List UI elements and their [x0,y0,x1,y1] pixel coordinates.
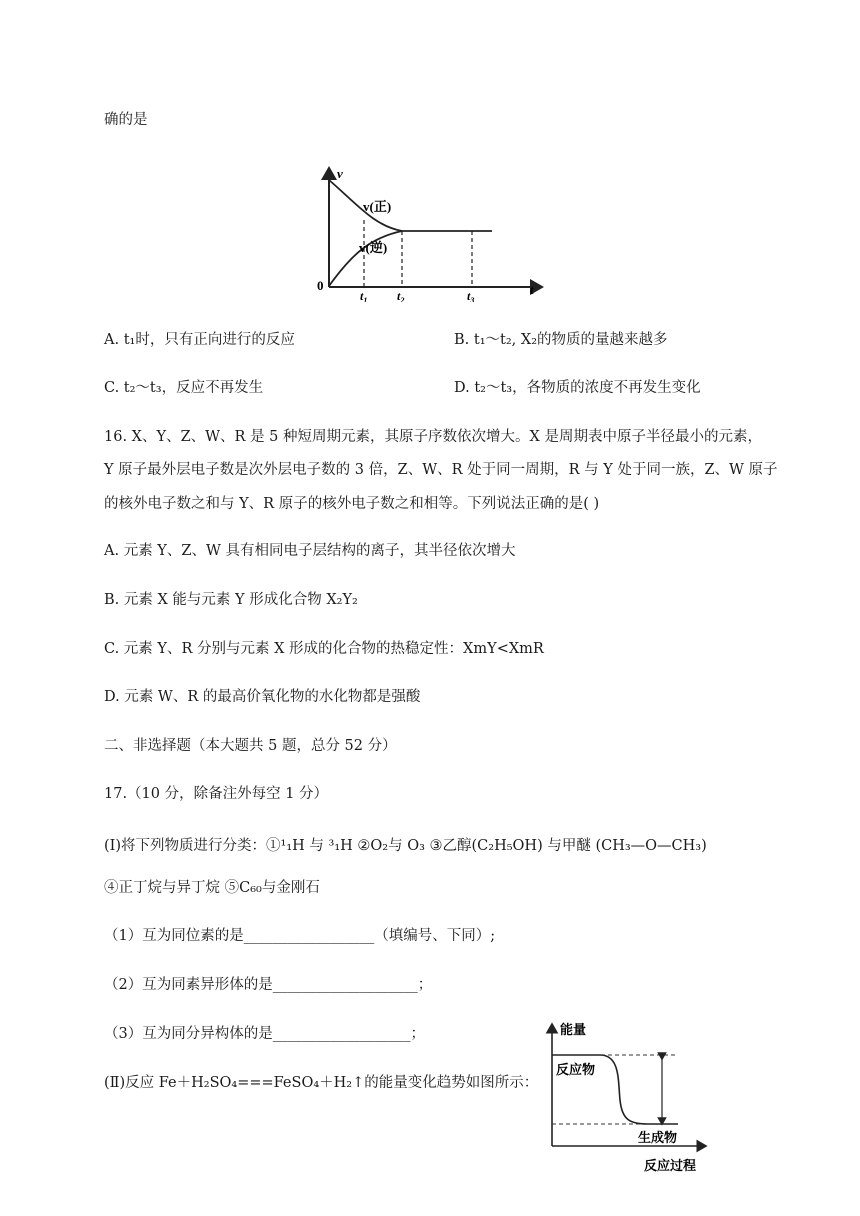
t1-tick-label: $t_1$ [360,289,368,302]
process-axis-label: 反应过程 [644,1158,697,1173]
q17-header: 17.（10 分，除备注外每空 1 分） [104,786,329,802]
t2-tick-label: $t_2$ [397,289,405,302]
q17-part1-cont: ④正丁烷与异丁烷 ⑤C₆₀与金刚石 [104,880,320,896]
energy-axis-label: 能量 [560,1022,587,1037]
q17-part2: (Ⅱ)反应 Fe＋H₂SO₄===FeSO₄＋H₂↑的能量变化趋势如图所示： [104,1075,539,1091]
forward-curve-label: v(正) [363,199,392,214]
q15-option-b[interactable]: B. t₁～t₂, X₂的物质的量越来越多 [454,332,668,348]
q16-option-a[interactable]: A. 元素 Y、Z、W 具有相同电子层结构的离子，其半径依次增大 [104,543,516,559]
q16-stem-line3: 的核外电子数之和与 Y、R 原子的核外电子数之和相等。下列说法正确的是( ) [104,496,600,512]
intro-tail: 确的是 [104,112,148,128]
section-heading: 二、非选择题（本大题共 5 题，总分 52 分） [104,738,397,754]
q17-sub3[interactable]: （3）互为同分异构体的是___________________； [104,1026,425,1042]
reactants-label: 反应物 [556,1062,596,1077]
x-axis-label: t [530,282,534,297]
q17-part1: (Ⅰ)将下列物质进行分类：①¹₁H 与 ³₁H ②O₂与 O₃ ③乙醇(C₂H₅OH) 与甲醚 (CH₃—O—CH₃) [104,838,707,854]
q16-option-d[interactable]: D. 元素 W、R 的最高价氧化物的水化物都是强酸 [104,689,421,705]
reverse-curve-label: v(逆) [359,240,388,255]
q17-sub2[interactable]: （2）互为同素异形体的是____________________； [104,977,433,993]
t3-tick-label: $t_3$ [467,289,475,302]
energy-diagram [540,1020,710,1180]
q16-option-b[interactable]: B. 元素 X 能与元素 Y 形成化合物 X₂Y₂ [104,592,358,608]
products-label: 生成物 [638,1130,678,1145]
velocity-time-graph [312,162,552,302]
q16-stem-line1: 16. X、Y、Z、W、R 是 5 种短周期元素，其原子序数依次增大。X 是周期表中原子半径最小的元素， [104,429,762,445]
q16-stem-line2: Y 原子最外层电子数是次外层电子数的 3 倍，Z、W、R 处于同一周期，R 与 Y 处于同一族，Z、W 原子 [104,462,778,478]
q15-option-c[interactable]: C. t₂～t₃，反应不再发生 [104,380,264,396]
y-axis-label: v [337,166,343,181]
q15-option-d[interactable]: D. t₂～t₃，各物质的浓度不再发生变化 [454,380,701,396]
q16-option-c[interactable]: C. 元素 Y、R 分别与元素 X 形成的化合物的热稳定性：XmY<XmR [104,641,544,657]
q15-option-a[interactable]: A. t₁时，只有正向进行的反应 [104,332,295,348]
q17-sub1[interactable]: （1）互为同位素的是__________________（填编号、下同）; [104,928,496,944]
origin-label: 0 [317,278,324,293]
